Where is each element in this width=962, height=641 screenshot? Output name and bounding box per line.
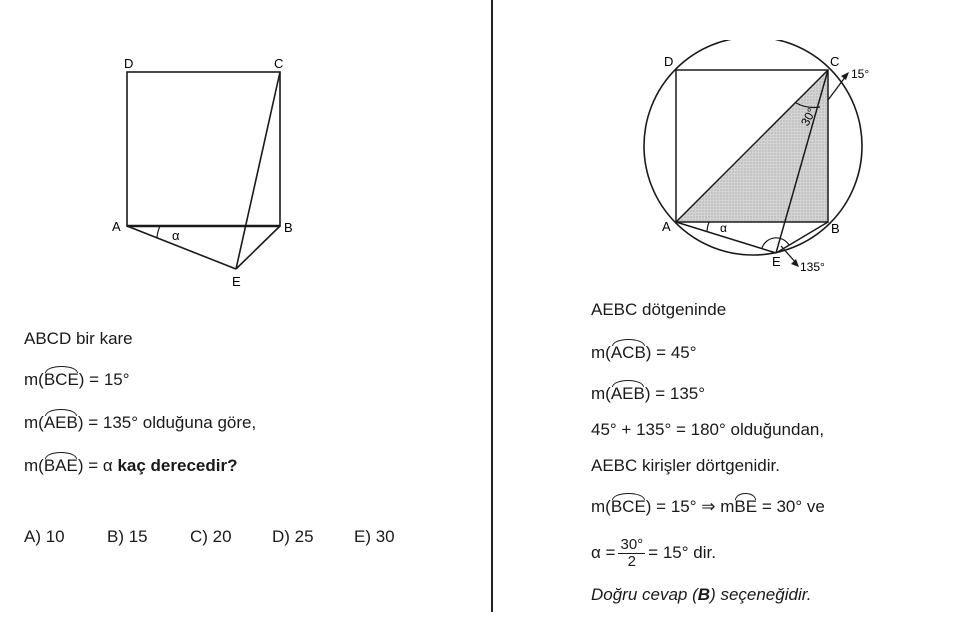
square-abcd [127, 72, 280, 226]
sol-line6-suffix: = 30° ve [757, 497, 825, 516]
solution-line-3 [591, 384, 705, 404]
label-e: E [772, 254, 781, 269]
line4-mid: ) = α [77, 456, 118, 475]
question-line-2 [24, 370, 130, 390]
label-alpha: α [172, 228, 180, 243]
arc-bce: BCE [43, 370, 79, 389]
answer-prefix: Doğru cevap ( [591, 585, 698, 604]
question-line-1: ABCD bir kare [24, 329, 133, 348]
sol-line6-prefix: m( [591, 497, 611, 516]
angle-135-arc [762, 238, 789, 248]
line2-prefix: m( [24, 370, 44, 389]
arc-acb: ACB [610, 343, 646, 362]
sol-line2-suffix: ) = 45° [645, 343, 697, 362]
label-a: A [112, 219, 121, 234]
solution-line-4: 45° + 135° = 180° olduğundan, [591, 420, 825, 439]
angle-alpha-arc [707, 222, 709, 231]
solution-line-2 [591, 343, 697, 363]
solution-line-6 [591, 497, 825, 517]
solution-line-5: AEBC kirişler dörtgenidir. [591, 456, 780, 475]
fraction-denominator: 2 [627, 553, 636, 571]
question-prompt: kaç derecedir? [117, 456, 238, 475]
fraction-30-over-2 [618, 537, 645, 570]
label-b: B [284, 220, 293, 235]
line2-suffix: ) = 15° [78, 370, 130, 389]
question-line-3 [24, 413, 256, 433]
label-alpha: α [720, 221, 727, 235]
arrow-15 [828, 76, 846, 100]
arc-aeb: AEB [610, 384, 645, 403]
sol-line6-mid: ) = 15° ⇒ m [645, 497, 735, 516]
answer-suffix: ) seçeneğidir. [710, 585, 812, 604]
solution-line-7 [591, 534, 716, 572]
sol-line3-prefix: m( [591, 384, 611, 403]
label-a: A [662, 219, 671, 234]
label-d: D [664, 54, 674, 69]
choice-b[interactable]: B) 15 [107, 527, 148, 546]
answer-letter: B [697, 585, 711, 604]
label-c: C [830, 54, 840, 69]
sol-line3-suffix: ) = 135° [644, 384, 706, 403]
label-15-degrees: 15° [851, 67, 870, 81]
choice-d[interactable]: D) 25 [272, 527, 314, 546]
label-b: B [831, 221, 840, 236]
label-c: C [274, 56, 284, 71]
column-divider [491, 0, 493, 612]
label-135-degrees: 135° [800, 260, 825, 274]
line4-prefix: m( [24, 456, 44, 475]
angle-alpha-arc [157, 226, 160, 238]
label-e: E [232, 274, 241, 289]
question-figure [100, 50, 310, 295]
fraction-numerator: 30° [620, 536, 644, 554]
segment-ae [127, 226, 236, 269]
segment-ce [236, 72, 280, 269]
question-line-4 [24, 456, 237, 476]
solution-line-1: AEBC dötgeninde [591, 300, 727, 319]
arc-bce: BCE [610, 497, 646, 516]
choice-a[interactable]: A) 10 [24, 527, 65, 546]
segment-be [236, 226, 280, 269]
arc-aeb: AEB [43, 413, 78, 432]
solution-answer [591, 585, 811, 605]
arrowhead-135 [791, 259, 799, 267]
sol-line2-prefix: m( [591, 343, 611, 362]
choice-c[interactable]: C) 20 [190, 527, 232, 546]
arc-be: BE [734, 497, 758, 516]
sol-line7-suffix: = 15° dir. [648, 543, 716, 562]
line3-suffix: ) = 135° olduğuna göre, [77, 413, 257, 432]
alpha-equals: α = [591, 543, 616, 562]
solution-figure [620, 40, 880, 280]
line3-prefix: m( [24, 413, 44, 432]
arrowhead-15 [841, 72, 849, 80]
label-30-degrees: 30° [798, 105, 819, 129]
arc-bae: BAE [43, 456, 78, 475]
choice-e[interactable]: E) 30 [354, 527, 395, 546]
label-d: D [124, 56, 134, 71]
